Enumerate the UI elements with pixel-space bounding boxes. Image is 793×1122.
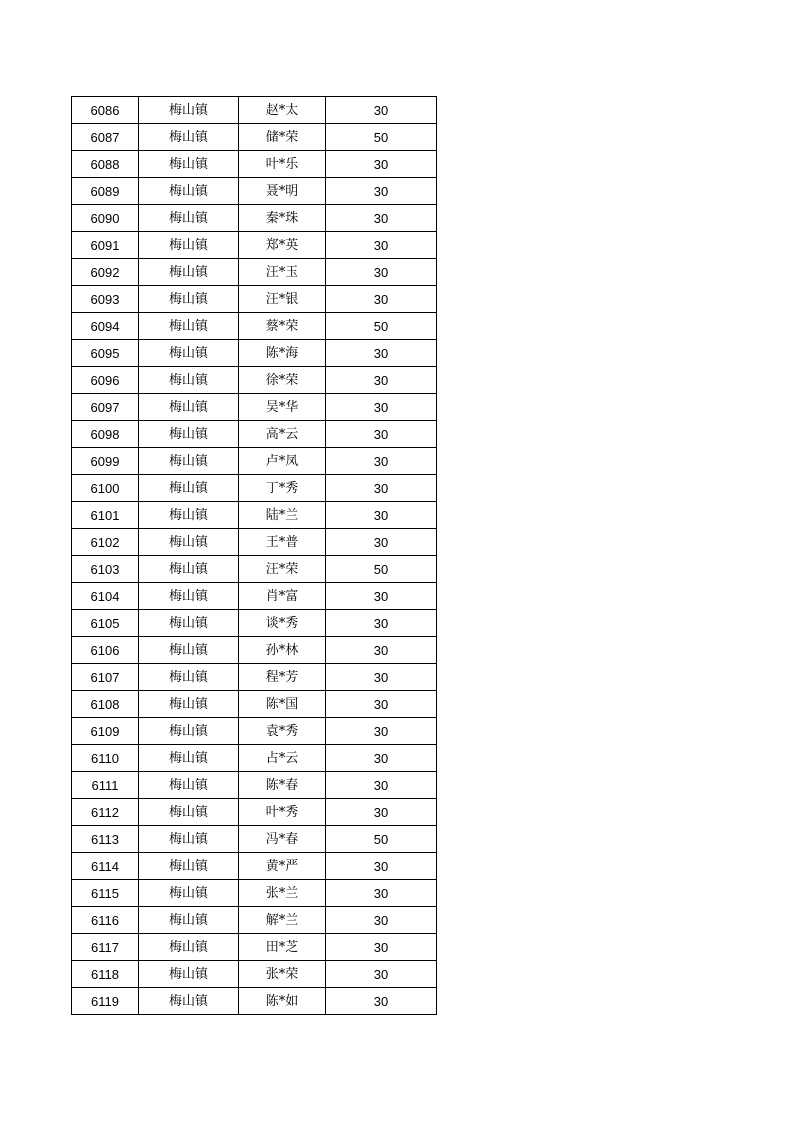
id-cell: 6113: [72, 826, 139, 853]
table-row: [72, 313, 437, 340]
table-row: [72, 664, 437, 691]
table-row: [72, 907, 437, 934]
amount-cell: 30: [326, 286, 437, 313]
town-cell: 梅山镇: [139, 259, 239, 286]
town-cell: 梅山镇: [139, 718, 239, 745]
name-cell: 张*兰: [239, 880, 326, 907]
id-cell: 6111: [72, 772, 139, 799]
amount-cell: 30: [326, 583, 437, 610]
id-cell: 6109: [72, 718, 139, 745]
town-cell: 梅山镇: [139, 232, 239, 259]
amount-cell: 30: [326, 529, 437, 556]
town-cell: 梅山镇: [139, 97, 239, 124]
table-row: [72, 475, 437, 502]
amount-cell: 30: [326, 97, 437, 124]
table-row: [72, 745, 437, 772]
name-cell: 冯*春: [239, 826, 326, 853]
amount-cell: 30: [326, 718, 437, 745]
id-cell: 6117: [72, 934, 139, 961]
town-cell: 梅山镇: [139, 448, 239, 475]
name-cell: 卢*凤: [239, 448, 326, 475]
table-row: [72, 529, 437, 556]
name-cell: 陈*海: [239, 340, 326, 367]
amount-cell: 30: [326, 205, 437, 232]
amount-cell: 30: [326, 988, 437, 1015]
town-cell: 梅山镇: [139, 286, 239, 313]
amount-cell: 30: [326, 502, 437, 529]
table-row: [72, 340, 437, 367]
amount-cell: 30: [326, 394, 437, 421]
name-cell: 孙*林: [239, 637, 326, 664]
name-cell: 郑*英: [239, 232, 326, 259]
name-cell: 徐*荣: [239, 367, 326, 394]
table-row: [72, 556, 437, 583]
table-row: [72, 799, 437, 826]
name-cell: 陈*春: [239, 772, 326, 799]
id-cell: 6099: [72, 448, 139, 475]
id-cell: 6094: [72, 313, 139, 340]
amount-cell: 30: [326, 934, 437, 961]
town-cell: 梅山镇: [139, 367, 239, 394]
id-cell: 6119: [72, 988, 139, 1015]
table-row: [72, 124, 437, 151]
id-cell: 6108: [72, 691, 139, 718]
amount-cell: 30: [326, 637, 437, 664]
town-cell: 梅山镇: [139, 691, 239, 718]
id-cell: 6116: [72, 907, 139, 934]
name-cell: 秦*珠: [239, 205, 326, 232]
id-cell: 6118: [72, 961, 139, 988]
name-cell: 丁*秀: [239, 475, 326, 502]
town-cell: 梅山镇: [139, 907, 239, 934]
id-cell: 6096: [72, 367, 139, 394]
town-cell: 梅山镇: [139, 583, 239, 610]
name-cell: 赵*太: [239, 97, 326, 124]
name-cell: 高*云: [239, 421, 326, 448]
table-row: [72, 259, 437, 286]
id-cell: 6098: [72, 421, 139, 448]
id-cell: 6101: [72, 502, 139, 529]
table-row: [72, 394, 437, 421]
town-cell: 梅山镇: [139, 556, 239, 583]
table-row: [72, 502, 437, 529]
table-row: [72, 583, 437, 610]
amount-cell: 30: [326, 178, 437, 205]
id-cell: 6112: [72, 799, 139, 826]
id-cell: 6110: [72, 745, 139, 772]
table-row: [72, 610, 437, 637]
table-row: [72, 826, 437, 853]
name-cell: 田*芝: [239, 934, 326, 961]
amount-cell: 30: [326, 259, 437, 286]
table-row: [72, 934, 437, 961]
amount-cell: 50: [326, 826, 437, 853]
town-cell: 梅山镇: [139, 313, 239, 340]
town-cell: 梅山镇: [139, 340, 239, 367]
town-cell: 梅山镇: [139, 475, 239, 502]
table-row: [72, 637, 437, 664]
amount-cell: 30: [326, 880, 437, 907]
name-cell: 吴*华: [239, 394, 326, 421]
table-row: [72, 178, 437, 205]
name-cell: 陆*兰: [239, 502, 326, 529]
name-cell: 叶*秀: [239, 799, 326, 826]
amount-cell: 30: [326, 475, 437, 502]
table-row: [72, 718, 437, 745]
id-cell: 6103: [72, 556, 139, 583]
id-cell: 6093: [72, 286, 139, 313]
amount-cell: 30: [326, 772, 437, 799]
amount-cell: 30: [326, 907, 437, 934]
town-cell: 梅山镇: [139, 205, 239, 232]
town-cell: 梅山镇: [139, 664, 239, 691]
amount-cell: 30: [326, 232, 437, 259]
table-row: [72, 772, 437, 799]
name-cell: 黄*严: [239, 853, 326, 880]
name-cell: 陈*如: [239, 988, 326, 1015]
amount-cell: 30: [326, 448, 437, 475]
name-cell: 解*兰: [239, 907, 326, 934]
name-cell: 谈*秀: [239, 610, 326, 637]
id-cell: 6105: [72, 610, 139, 637]
id-cell: 6097: [72, 394, 139, 421]
town-cell: 梅山镇: [139, 394, 239, 421]
table-row: [72, 97, 437, 124]
town-cell: 梅山镇: [139, 934, 239, 961]
id-cell: 6100: [72, 475, 139, 502]
name-cell: 陈*国: [239, 691, 326, 718]
id-cell: 6091: [72, 232, 139, 259]
table-row: [72, 853, 437, 880]
amount-cell: 50: [326, 556, 437, 583]
amount-cell: 30: [326, 799, 437, 826]
table-row: [72, 286, 437, 313]
town-cell: 梅山镇: [139, 151, 239, 178]
table-row: [72, 367, 437, 394]
table-row: [72, 448, 437, 475]
name-cell: 聂*明: [239, 178, 326, 205]
name-cell: 汪*银: [239, 286, 326, 313]
town-cell: 梅山镇: [139, 178, 239, 205]
town-cell: 梅山镇: [139, 853, 239, 880]
town-cell: 梅山镇: [139, 529, 239, 556]
table-row: [72, 880, 437, 907]
table-row: [72, 691, 437, 718]
town-cell: 梅山镇: [139, 421, 239, 448]
name-cell: 占*云: [239, 745, 326, 772]
town-cell: 梅山镇: [139, 502, 239, 529]
amount-cell: 30: [326, 151, 437, 178]
amount-cell: 30: [326, 610, 437, 637]
amount-cell: 30: [326, 421, 437, 448]
table-row: [72, 205, 437, 232]
name-cell: 汪*玉: [239, 259, 326, 286]
table-row: [72, 961, 437, 988]
amount-cell: 30: [326, 853, 437, 880]
table-row: [72, 421, 437, 448]
id-cell: 6107: [72, 664, 139, 691]
town-cell: 梅山镇: [139, 610, 239, 637]
amount-cell: 50: [326, 124, 437, 151]
town-cell: 梅山镇: [139, 988, 239, 1015]
amount-cell: 30: [326, 961, 437, 988]
id-cell: 6087: [72, 124, 139, 151]
table-row: [72, 988, 437, 1015]
id-cell: 6089: [72, 178, 139, 205]
town-cell: 梅山镇: [139, 880, 239, 907]
table-body: [72, 97, 437, 1015]
town-cell: 梅山镇: [139, 961, 239, 988]
id-cell: 6095: [72, 340, 139, 367]
name-cell: 袁*秀: [239, 718, 326, 745]
amount-cell: 50: [326, 313, 437, 340]
amount-cell: 30: [326, 340, 437, 367]
town-cell: 梅山镇: [139, 745, 239, 772]
town-cell: 梅山镇: [139, 799, 239, 826]
id-cell: 6104: [72, 583, 139, 610]
amount-cell: 30: [326, 691, 437, 718]
name-cell: 张*荣: [239, 961, 326, 988]
table-row: [72, 151, 437, 178]
id-cell: 6092: [72, 259, 139, 286]
name-cell: 叶*乐: [239, 151, 326, 178]
id-cell: 6106: [72, 637, 139, 664]
id-cell: 6115: [72, 880, 139, 907]
id-cell: 6090: [72, 205, 139, 232]
table-row: [72, 232, 437, 259]
name-cell: 王*普: [239, 529, 326, 556]
town-cell: 梅山镇: [139, 637, 239, 664]
name-cell: 蔡*荣: [239, 313, 326, 340]
name-cell: 肖*富: [239, 583, 326, 610]
town-cell: 梅山镇: [139, 772, 239, 799]
data-table: [71, 96, 437, 1015]
town-cell: 梅山镇: [139, 124, 239, 151]
id-cell: 6102: [72, 529, 139, 556]
town-cell: 梅山镇: [139, 826, 239, 853]
amount-cell: 30: [326, 367, 437, 394]
id-cell: 6086: [72, 97, 139, 124]
name-cell: 储*荣: [239, 124, 326, 151]
name-cell: 程*芳: [239, 664, 326, 691]
name-cell: 汪*荣: [239, 556, 326, 583]
amount-cell: 30: [326, 745, 437, 772]
id-cell: 6114: [72, 853, 139, 880]
id-cell: 6088: [72, 151, 139, 178]
amount-cell: 30: [326, 664, 437, 691]
